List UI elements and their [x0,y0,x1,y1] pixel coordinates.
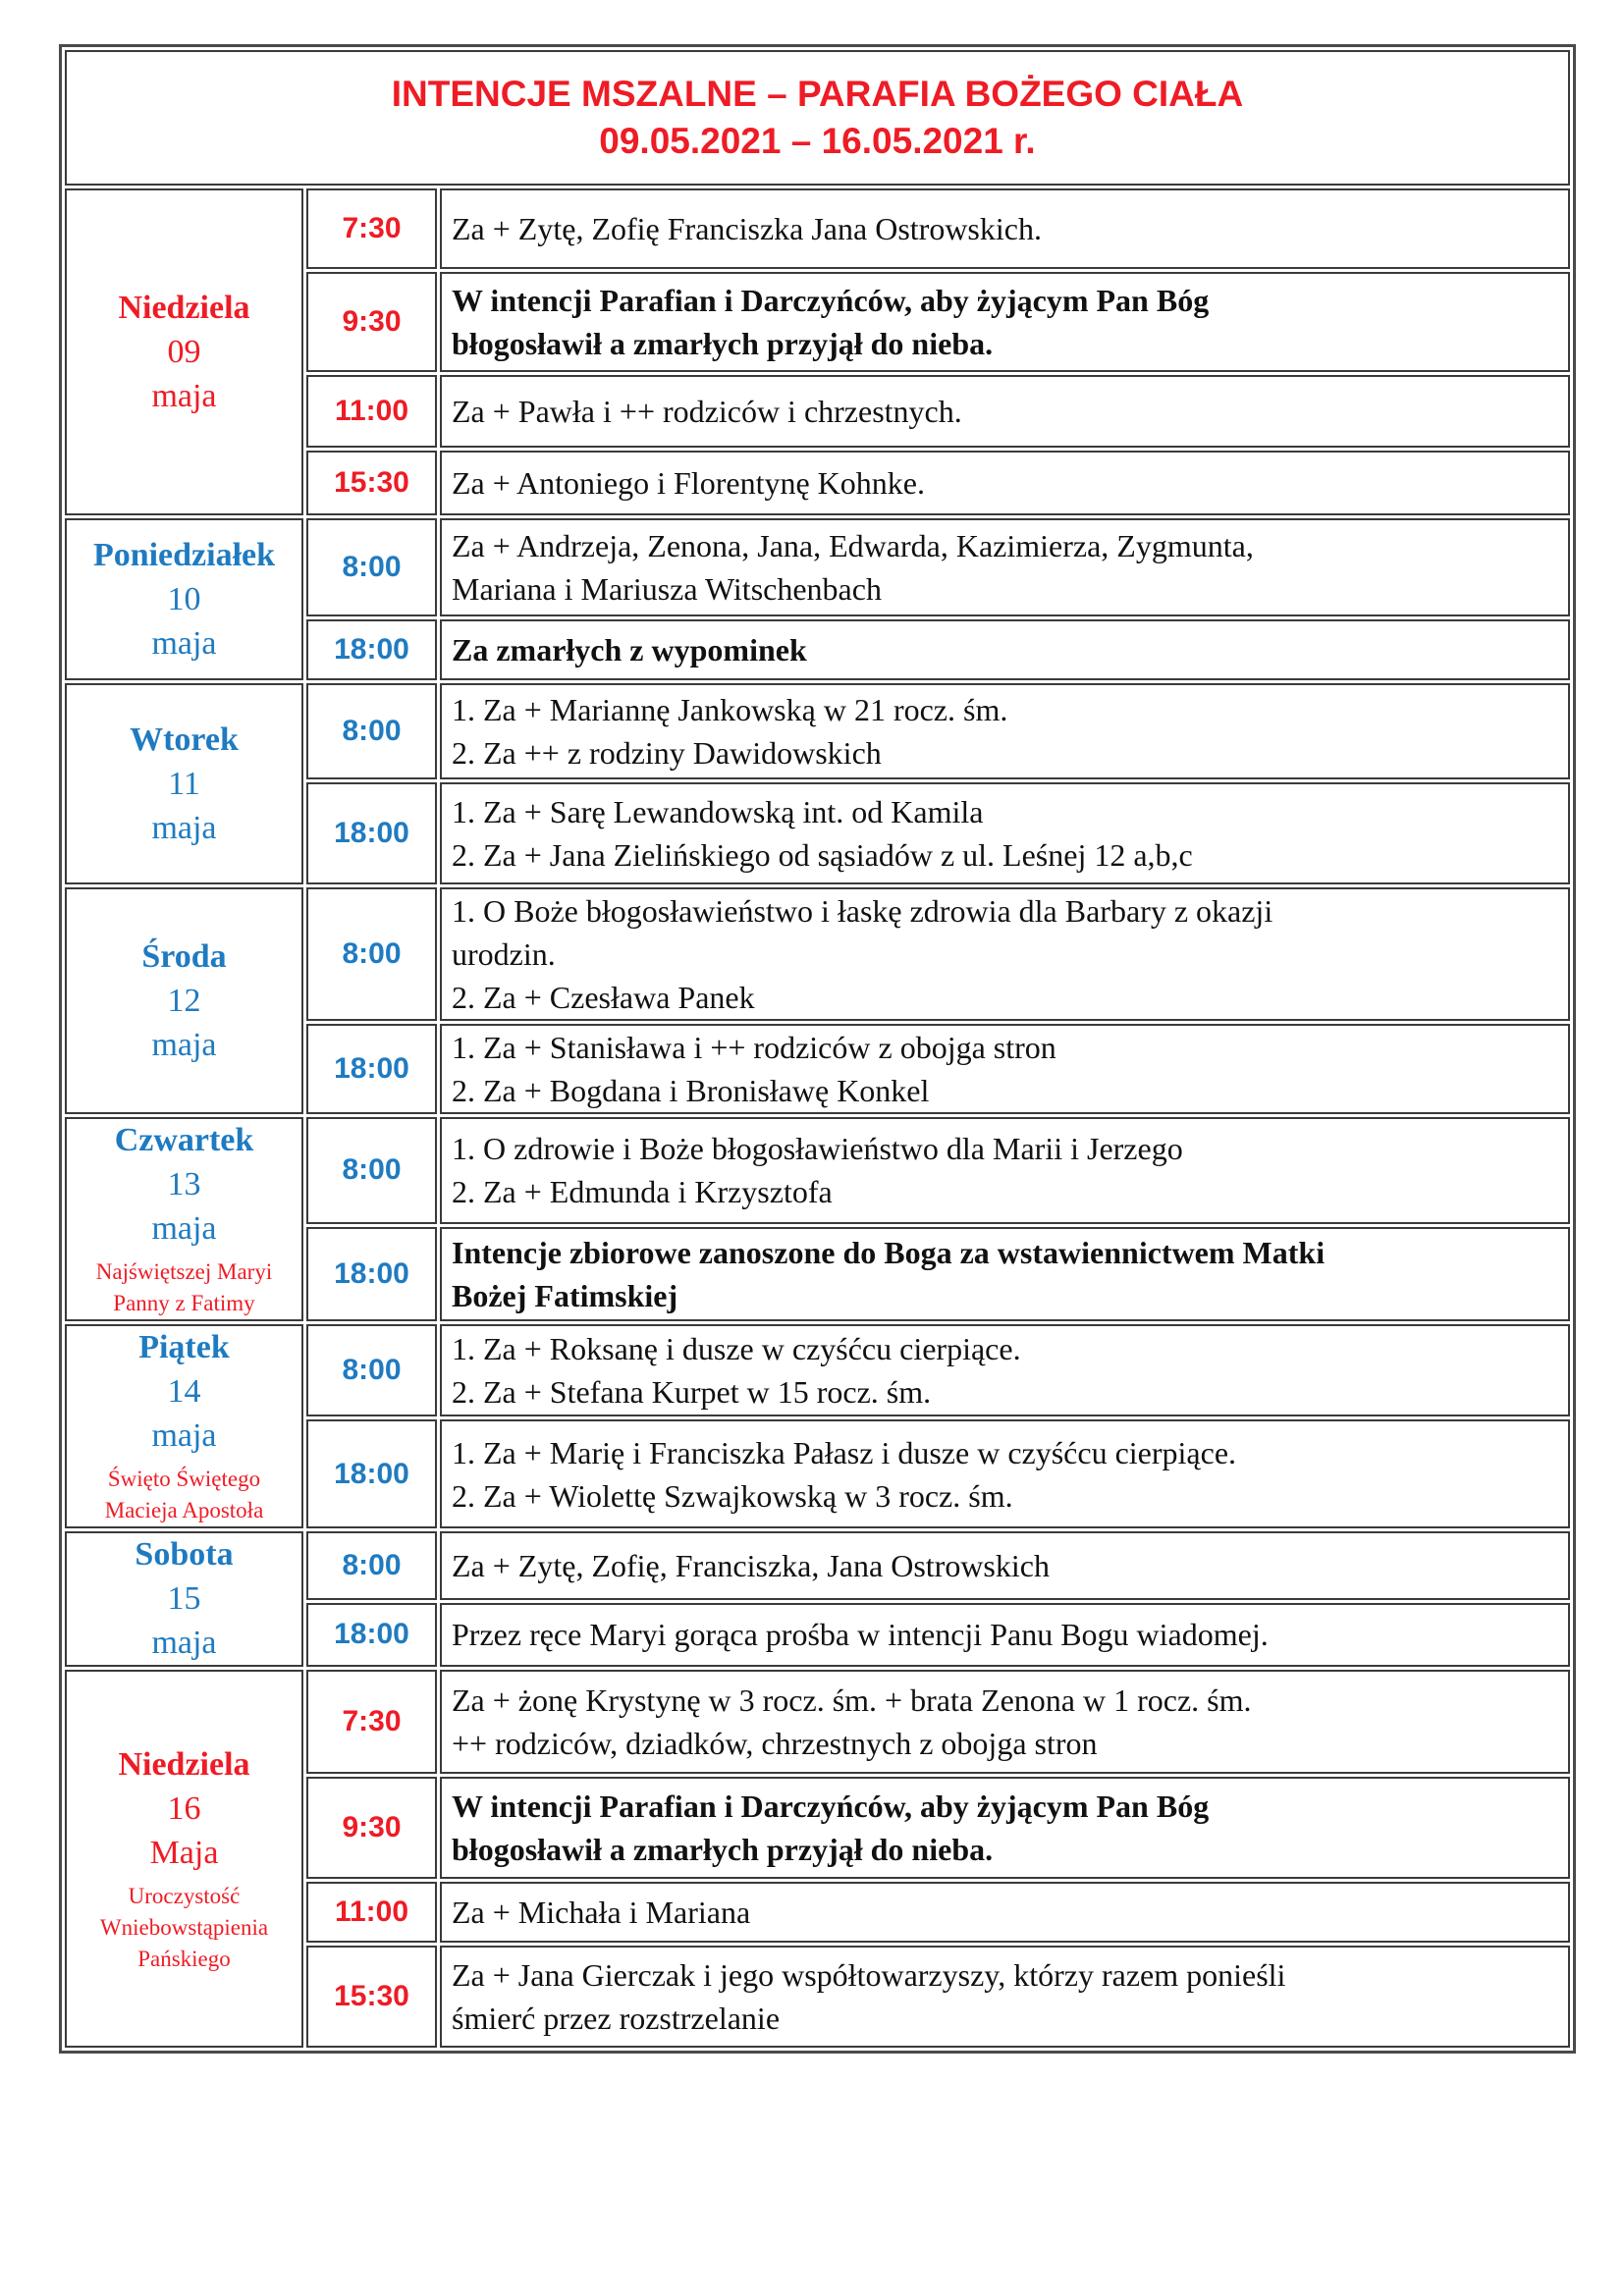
day-name: Sobota [135,1536,234,1573]
intention-text [440,1117,1570,1224]
day-number: 14 [167,1373,201,1410]
intention-text [440,518,1570,616]
intention-line: Za + Zytę, Zofię Franciszka Jana Ostrowskich. [452,211,1042,246]
day-month: maja [151,1026,217,1063]
feast-note-line: Święto Świętego [107,1467,261,1491]
intention-line: ++ rodziców, dziadków, chrzestnych z obojga stron [452,1726,1098,1761]
day-number: 10 [167,580,201,617]
day-number: 12 [167,982,201,1019]
intention-line: 1. Za + Roksanę i dusze w czyśćcu cierpiące. [452,1331,1021,1367]
mass-intentions-table [59,44,1576,2054]
date-range: 09.05.2021 – 16.05.2021 r. [599,121,1036,161]
day-name: Środa [141,937,227,975]
mass-time: 7:30 [306,188,437,269]
header-cell [65,50,1570,186]
intention-line: W intencji Parafian i Darczyńców, aby żyjącym Pan Bóg [452,1789,1210,1824]
day-month: maja [151,1625,217,1661]
feast-note [67,1464,301,1526]
intention-text [440,375,1570,448]
intention-line: 1. Za + Marię i Franciszka Pałasz i dusze w czyśćcu cierpiące. [452,1434,1237,1470]
intention-line: Za + Jana Gierczak i jego współtowarzyszy, którzy razem ponieśli [452,1957,1286,1993]
mass-row [65,1531,1570,1600]
intention-line: Przez ręce Maryi gorąca prośba w intencji Panu Bogu wiadomej. [452,1617,1269,1653]
mass-time: 11:00 [306,375,437,448]
intention-line: Intencje zbiorowe zanoszone do Boga za wstawiennictwem Matki [452,1234,1326,1270]
day-month: maja [151,1210,217,1247]
day-name: Wtorek [130,721,239,758]
day-month: maja [151,624,217,662]
intention-line: Mariana i Mariusza Witschenbach [452,571,882,607]
intention-line: 1. Za + Stanisława i ++ rodziców z obojga stron [452,1030,1056,1065]
day-number: 13 [167,1166,201,1202]
intention-line: błogosławił a zmarłych przyjął do nieba. [452,326,994,361]
header-row [65,50,1570,186]
feast-note-line: Macieja Apostoła [104,1498,264,1522]
intention-line: urodzin. [452,936,556,972]
mass-time: 9:30 [306,272,437,372]
mass-row [65,1117,1570,1224]
intention-line: Bożej Fatimskiej [452,1277,678,1313]
mass-time: 8:00 [306,1117,437,1224]
intention-text [440,1603,1570,1667]
intention-text [440,188,1570,269]
day-month: maja [151,1417,217,1454]
feast-note [67,1256,301,1319]
feast-note-line: Uroczystość [128,1883,241,1908]
feast-note-line: Wniebowstąpienia [99,1914,269,1940]
intention-text [440,272,1570,372]
intention-text [440,683,1570,779]
day-month: Maja [149,1834,219,1871]
mass-time: 8:00 [306,1531,437,1600]
intention-text [440,1946,1570,2048]
mass-time: 18:00 [306,1227,437,1321]
day-cell [65,1324,303,1528]
mass-time: 18:00 [306,1603,437,1667]
mass-time: 8:00 [306,1324,437,1416]
day-name: Niedziela [118,1745,250,1783]
intention-line: 2. Za + Wiolettę Szwajkowską w 3 rocz. śm. [452,1477,1013,1514]
intention-line: 1. O zdrowie i Boże błogosławieństwo dla Marii i Jerzego [452,1131,1183,1167]
feast-note-line: Panny z Fatimy [113,1291,255,1315]
intention-line: 2. Za + Bogdana i Bronisławę Konkel [452,1073,930,1108]
mass-row [65,518,1570,616]
day-cell [65,1117,303,1321]
mass-time: 7:30 [306,1670,437,1774]
mass-time: 8:00 [306,887,437,1021]
intention-line: W intencji Parafian i Darczyńców, aby żyjącym Pan Bóg [452,283,1210,318]
intention-text [440,451,1570,515]
mass-time: 15:30 [306,1946,437,2048]
day-cell [65,683,303,884]
intention-text [440,1670,1570,1774]
day-cell [65,188,303,515]
mass-time: 18:00 [306,619,437,680]
mass-time: 18:00 [306,1024,437,1114]
intention-line: 1. Za + Sarę Lewandowską int. od Kamila [452,794,984,829]
intention-line: Za + Michała i Mariana [452,1895,751,1930]
mass-row [65,1324,1570,1416]
day-number: 09 [167,333,201,370]
intention-line: 2. Za ++ z rodziny Dawidowskich [452,735,882,771]
intention-line: Za + żonę Krystynę w 3 rocz. śm. + brata Zenona w 1 rocz. śm. [452,1682,1252,1718]
day-name: Niedziela [118,289,250,326]
intention-text [440,1419,1570,1528]
feast-note-line: Pańskiego [137,1946,231,1971]
intention-line: 2. Za + Edmunda i Krzysztofa [452,1174,833,1210]
intention-line: 2. Za + Jana Zielińskiego od sąsiadów z ul. Leśnej 12 a,b,c [452,837,1193,873]
day-cell [65,887,303,1114]
day-name: Poniedziałek [92,536,276,573]
intention-text [440,1531,1570,1600]
intention-text [440,887,1570,1021]
intention-line: Za + Andrzeja, Zenona, Jana, Edwarda, Kazimierza, Zygmunta, [452,528,1254,563]
day-cell [65,518,303,680]
intention-text [440,1777,1570,1879]
intention-text [440,1227,1570,1321]
page-title: INTENCJE MSZALNE – PARAFIA BOŻEGO CIAŁA [391,74,1244,114]
mass-time: 8:00 [306,518,437,616]
intention-line: Za + Zytę, Zofię, Franciszka, Jana Ostrowskich [452,1547,1050,1583]
day-month: maja [151,377,217,414]
intention-line: Za zmarłych z wypominek [452,632,807,667]
day-cell [65,1531,303,1667]
intention-line: śmierć przez rozstrzelanie [452,2001,781,2036]
mass-row [65,887,1570,1021]
day-name: Piątek [138,1329,230,1365]
day-number: 16 [167,1789,201,1827]
day-number: 11 [168,765,200,802]
intention-line: 2. Za + Stefana Kurpet w 15 rocz. śm. [452,1374,932,1411]
intention-text [440,1324,1570,1416]
mass-time: 18:00 [306,1419,437,1528]
intention-line: 1. O Boże błogosławieństwo i łaskę zdrowia dla Barbary z okazji [452,893,1273,929]
mass-time: 11:00 [306,1882,437,1943]
intention-line: 2. Za + Czesława Panek [452,980,755,1015]
intention-line: Za + Pawła i ++ rodziców i chrzestnych. [452,394,962,429]
intention-text [440,619,1570,680]
intention-text [440,782,1570,884]
mass-time: 15:30 [306,451,437,515]
mass-time: 8:00 [306,683,437,779]
mass-row [65,1670,1570,1774]
intention-line: 1. Za + Mariannę Jankowską w 21 rocz. śm. [452,692,1008,727]
day-month: maja [151,809,217,846]
mass-row [65,683,1570,779]
mass-time: 18:00 [306,782,437,884]
intention-text [440,1024,1570,1114]
intention-text [440,1882,1570,1943]
day-number: 15 [167,1580,201,1617]
intention-line: Za + Antoniego i Florentynę Kohnke. [452,465,925,501]
feast-note-line: Najświętszej Maryi [95,1259,273,1284]
feast-note [67,1881,301,1975]
intention-line: błogosławił a zmarłych przyjął do nieba. [452,1832,994,1867]
mass-time: 9:30 [306,1777,437,1879]
mass-row [65,188,1570,269]
day-name: Czwartek [114,1122,254,1158]
day-cell [65,1670,303,2048]
